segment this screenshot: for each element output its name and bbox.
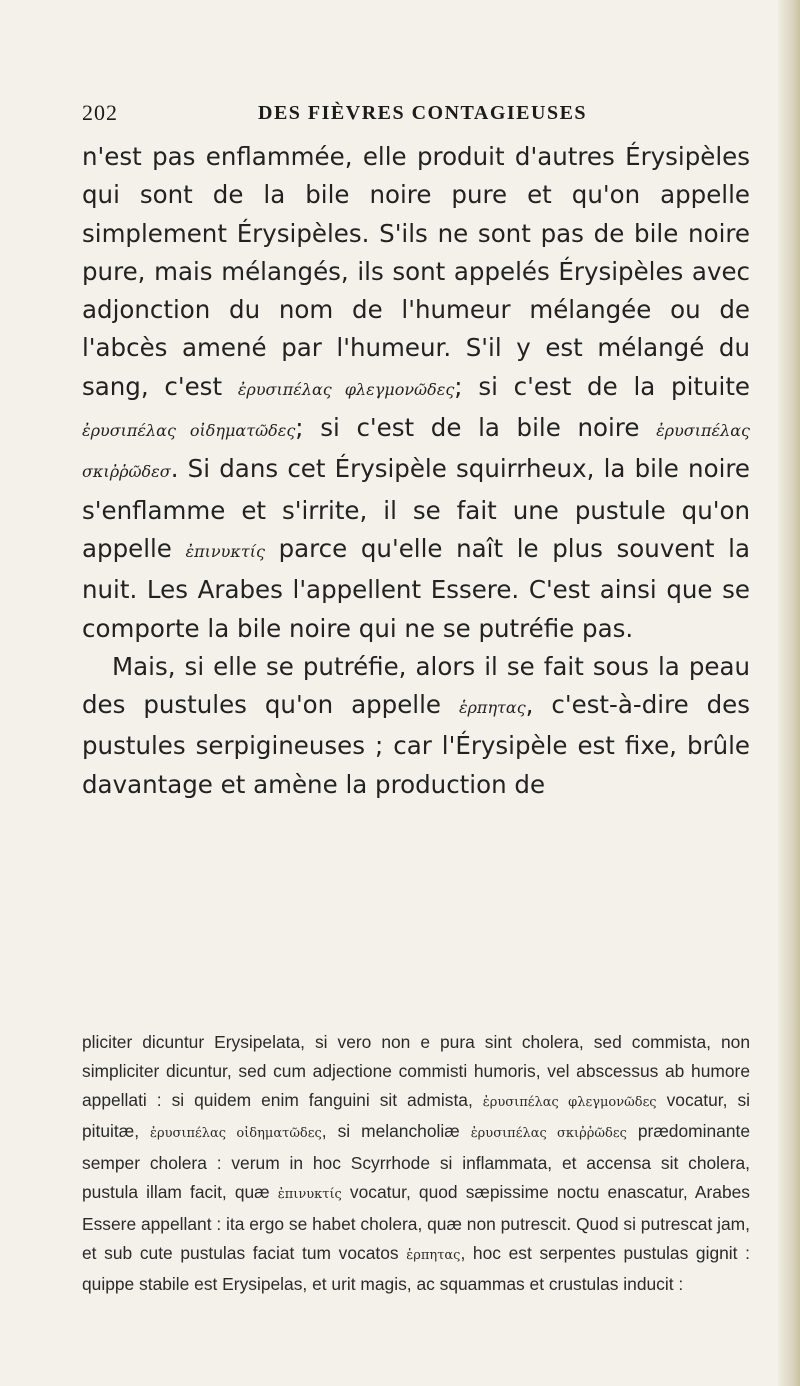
text-segment: , hoc est serpentes pustulas gignit : quippe stabile est Erysipelas, et urit magis, ac squammas et crustulas inducit : [82,1242,750,1295]
text-segment: ; si c'est de la pituite [454,371,751,401]
text-segment: vocatur, si pituitæ, [82,1089,751,1142]
page-edge [778,0,800,1386]
text-segment: ; si c'est de la bile noire [295,413,657,443]
greek-term: ἐρυσιπέλας οἰδηματῶδες [82,421,296,441]
paragraph-1 [82,138,750,648]
greek-term: ἐπινυκτίς [185,541,265,561]
latin-footnote [82,1028,750,1299]
running-head: DES FIÈVRES CONTAGIEUSES [258,102,588,124]
greek-term: ἐρυσιπέλας οἰδηματῶδες [150,1126,322,1142]
text-segment: , c'est-à-dire des pustules serpigineuses ; car l'Érysipèle est fixe, brûle davantage et amène la production de [82,690,750,799]
greek-term: ἐρυσιπέλας σκιῤῥῶδεσ [82,421,750,482]
page-header [82,100,738,132]
text-segment: pliciter dicuntur Erysipelata, si vero non e pura sint cholera, sed commista, non simpliciter dicuntur, sed cum adjectione commisti humoris, vel abscessus ab humore appellati : si quidem enim fanguini sit admista, [82,1032,750,1110]
text-segment: n'est pas enflammée, elle produit d'autres Érysipèles qui sont de la bile noire pure et qu'on appelle simplement Érysipèles. S'ils ne sont pas de bile noire pure, mais mélangés, ils sont appelés Érysipèles avec adjonction du nom de l'humeur mélangée ou de l'abcès amené par l'humeur. S'il y est mélangé du sang, c'est [82,142,750,401]
text-segment: , si melancholiæ [321,1121,471,1142]
text-segment: . Si dans cet Érysipèle squirrheux, la bile noire s'enflamme et s'irrite, il se fait une pustule qu'on appelle [82,454,750,563]
paragraph-2 [82,648,750,804]
text-segment: parce qu'elle naît le plus souvent la nuit. Les Arabes l'appellent Essere. C'est ainsi que se comporte la bile noire qui ne se putréfie pas. [82,533,750,643]
greek-term: ἐρυσιπέλας φλεγμονῶδες [482,1094,657,1110]
greek-term: ἐπινυκτίς [277,1186,342,1202]
page-number: 202 [82,100,118,125]
main-text [82,138,750,804]
text-segment: prædominante semper cholera : verum in hoc Scyrrhode si inflammata, et accensa sit cholera, pustula illam facit, quæ [82,1121,750,1202]
text-segment: vocatur, quod sæpissime noctu enascatur, Arabes Essere appellant : ita ergo se habet cholera, quæ non putrescit. Quod si putrescat jam, et sub cute pustulas faciat tum vocatos [82,1181,750,1263]
greek-term: ἐρυσιπέλας σκιῤῥῶδες [470,1126,627,1142]
greek-term: ἑρπητας [406,1247,461,1263]
greek-term: ἐρυσιπέλας φλεγμονῶδες [237,379,455,399]
greek-term: ἑρπητας [458,698,526,718]
footnote-paragraph [82,1028,750,1299]
text-segment: Mais, si elle se putréfie, alors il se fait sous la peau des pustules qu'on appelle [82,651,750,720]
